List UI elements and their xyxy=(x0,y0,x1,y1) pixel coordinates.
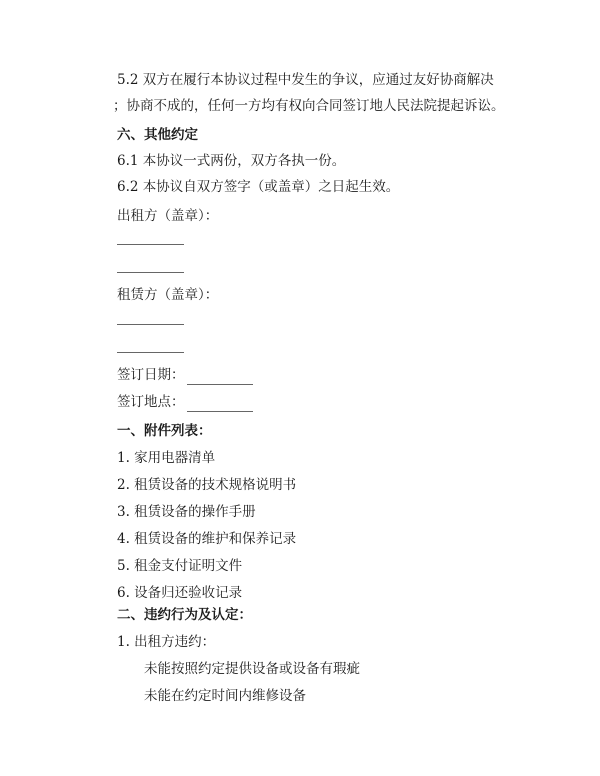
sign-date-blank xyxy=(187,370,253,385)
attachment-item: 2. 租赁设备的技术规格说明书 xyxy=(117,477,297,493)
breach-item-lessor: 1. 出租方违约： xyxy=(117,634,216,650)
attachment-item: 3. 租赁设备的操作手册 xyxy=(117,504,256,520)
sign-place-row xyxy=(117,392,253,412)
breach-subitem: 未能在约定时间内维修设备 xyxy=(144,688,306,704)
clause-6-1: 6.1 本协议一式两份，双方各执一份。 xyxy=(117,153,346,169)
lessee-seal-label: 租赁方（盖章）： xyxy=(117,287,219,303)
attachment-item: 4. 租赁设备的维护和保养记录 xyxy=(117,531,297,547)
attachment-item: 6. 设备归还验收记录 xyxy=(117,585,243,601)
sign-date-row xyxy=(117,365,253,385)
clause-5-2-line-1: 5.2 双方在履行本协议过程中发生的争议，应通过友好协商解决 xyxy=(117,72,494,88)
breach-subitem: 未能按照约定提供设备或设备有瑕疵 xyxy=(144,661,360,677)
attachment-item: 5. 租金支付证明文件 xyxy=(117,558,243,574)
lessor-signature-blank-2 xyxy=(117,272,184,273)
lessee-signature-blank-1 xyxy=(117,324,184,325)
clause-5-2-line-2: ；协商不成的，任何一方均有权向合同签订地人民法院提起诉讼。 xyxy=(113,98,505,114)
section-6-heading: 六、其他约定 xyxy=(117,127,198,143)
attachment-item: 1. 家用电器清单 xyxy=(117,450,216,466)
sign-place-blank xyxy=(187,397,253,412)
lessor-signature-blank-1 xyxy=(117,244,184,245)
sign-place-label: 签订地点： xyxy=(117,394,185,410)
breach-heading: 二、违约行为及认定： xyxy=(117,607,252,623)
lessee-signature-blank-2 xyxy=(117,352,184,353)
clause-6-2: 6.2 本协议自双方签字（或盖章）之日起生效。 xyxy=(117,179,400,195)
sign-date-label: 签订日期： xyxy=(117,367,185,383)
lessor-seal-label: 出租方（盖章）： xyxy=(117,208,219,224)
attachments-heading: 一、附件列表： xyxy=(117,423,212,439)
